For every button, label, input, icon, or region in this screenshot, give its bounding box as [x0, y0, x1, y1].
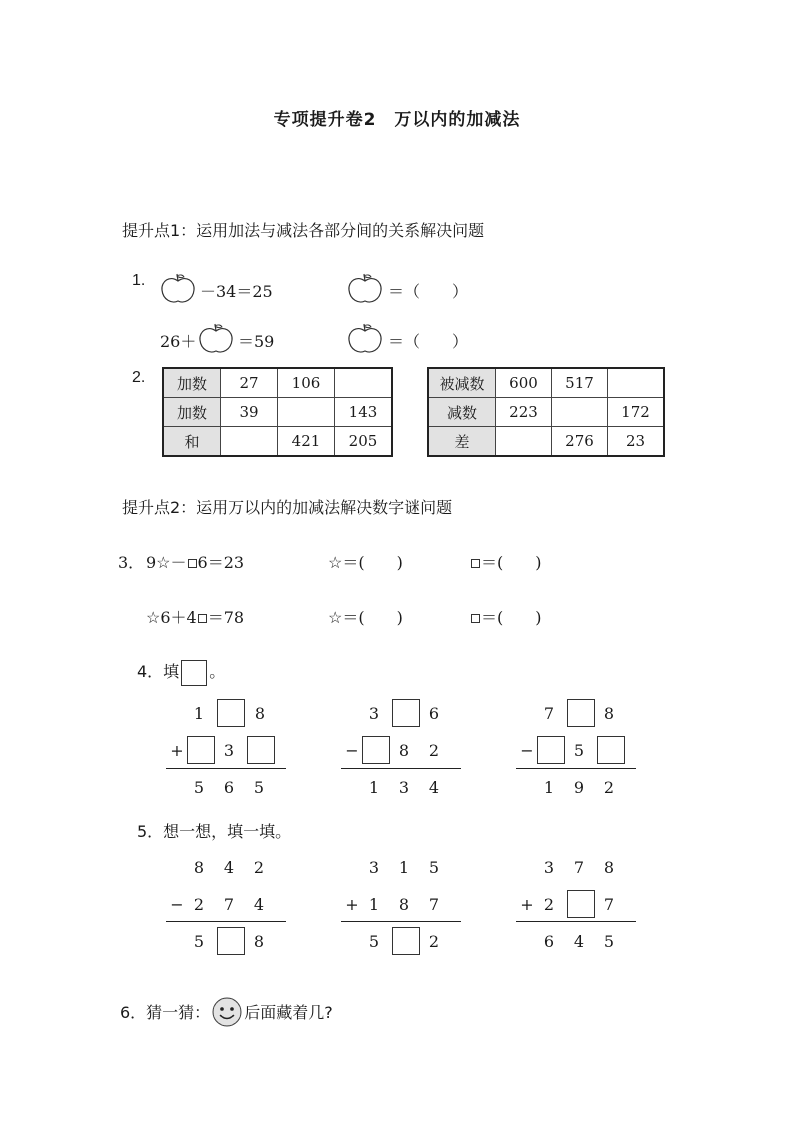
digit: 7: [428, 895, 440, 914]
operator: −: [345, 741, 359, 760]
puzzle-part: ☆6＋4: [146, 608, 197, 627]
digit: 5: [193, 932, 205, 951]
table-cell: 205: [335, 427, 393, 457]
square-placeholder-icon: [188, 559, 197, 568]
answer-text: ＝( ): [481, 608, 542, 627]
question-number-2: 2.: [132, 369, 146, 386]
smiley-face-icon: [211, 996, 243, 1028]
operator: +: [520, 895, 534, 914]
table-cell: 600: [496, 368, 552, 398]
table-cell: 和: [163, 427, 221, 457]
square-placeholder-icon: [471, 559, 480, 568]
operator: −: [520, 741, 534, 760]
digit: 1: [368, 778, 380, 797]
puzzle-part: 9☆－: [146, 553, 187, 572]
star-answer-2: ☆＝( ): [328, 608, 403, 627]
digit-puzzle-1: [146, 550, 244, 573]
sum-line: [516, 921, 636, 922]
question-6-suffix: 后面藏着几?: [244, 1003, 333, 1022]
page-title: 专项提升卷2 万以内的加减法: [273, 110, 521, 130]
digit: 1: [368, 895, 380, 914]
digit: 3: [398, 778, 410, 797]
section-heading-1: 提升点1：运用加法与减法各部分间的关系解决问题: [122, 221, 485, 240]
puzzle-part: 6＝23: [197, 553, 245, 572]
digit: 2: [428, 932, 440, 951]
answer-text: ＝( ): [481, 553, 542, 572]
table-cell: 39: [221, 398, 278, 427]
digit: 7: [223, 895, 235, 914]
operator: −: [170, 895, 184, 914]
digit-puzzle-2: [146, 605, 244, 628]
apple-icon: [198, 323, 234, 355]
table-row: [428, 398, 664, 427]
digit: 2: [253, 858, 265, 877]
table-cell: 172: [608, 398, 665, 427]
question-6-prefix: 6．猜一猜：: [120, 1003, 211, 1022]
digit: 7: [543, 704, 555, 723]
digit: 8: [398, 895, 410, 914]
square-answer-1: [470, 550, 542, 573]
table-cell: 加数: [163, 368, 221, 398]
question-5-label: 5．想一想，填一填。: [137, 822, 292, 841]
digit: 2: [543, 895, 555, 914]
digit: 5: [193, 778, 205, 797]
equation-1-rest: －34＝25: [200, 282, 273, 301]
digit: 1: [543, 778, 555, 797]
blank-box[interactable]: [392, 927, 420, 955]
blank-box[interactable]: [392, 699, 420, 727]
section-heading-2: 提升点2：运用万以内的加减法解决数字谜问题: [122, 498, 453, 517]
apple-icon: [347, 323, 383, 355]
digit: 9: [573, 778, 585, 797]
subtraction-table: [427, 367, 665, 457]
table-cell: [608, 368, 665, 398]
sum-line: [166, 768, 286, 769]
digit: 5: [603, 932, 615, 951]
digit: 7: [603, 895, 615, 914]
digit: 5: [428, 858, 440, 877]
digit: 8: [193, 858, 205, 877]
question-number-3: 3．: [118, 553, 145, 572]
difference-line: [341, 768, 461, 769]
square-answer-2: [470, 605, 542, 628]
table-cell: 被减数: [428, 368, 496, 398]
digit: 4: [223, 858, 235, 877]
digit: 8: [603, 704, 615, 723]
label-end: 。: [209, 662, 226, 681]
table-cell: 223: [496, 398, 552, 427]
apple-icon: [347, 273, 383, 305]
table-row: [163, 398, 392, 427]
digit: 4: [253, 895, 265, 914]
digit: 4: [573, 932, 585, 951]
digit: 2: [603, 778, 615, 797]
operator: +: [170, 741, 184, 760]
puzzle-part: ＝78: [207, 608, 245, 627]
table-cell: 421: [278, 427, 335, 457]
equation-2-suffix: ＝59: [238, 332, 275, 351]
blank-box[interactable]: [217, 927, 245, 955]
difference-line: [166, 921, 286, 922]
table-cell: [221, 427, 278, 457]
difference-line: [516, 768, 636, 769]
digit: 6: [543, 932, 555, 951]
digit: 3: [543, 858, 555, 877]
equation-2-prefix: 26＋: [160, 332, 197, 351]
table-cell: 差: [428, 427, 496, 457]
table-row: [163, 427, 392, 457]
table-cell: 27: [221, 368, 278, 398]
table-cell: 276: [552, 427, 608, 457]
digit: 2: [428, 741, 440, 760]
digit: 3: [223, 741, 235, 760]
digit: 5: [368, 932, 380, 951]
table-cell: 减数: [428, 398, 496, 427]
table-cell: 517: [552, 368, 608, 398]
table-cell: [496, 427, 552, 457]
digit: 7: [573, 858, 585, 877]
square-placeholder-icon: [198, 614, 207, 623]
blank-box[interactable]: [362, 736, 390, 764]
digit: 5: [573, 741, 585, 760]
table-row: [428, 427, 664, 457]
blank-box[interactable]: [247, 736, 275, 764]
digit: 8: [398, 741, 410, 760]
blank-box[interactable]: [217, 699, 245, 727]
sum-line: [341, 921, 461, 922]
digit: 1: [193, 704, 205, 723]
digit: 2: [193, 895, 205, 914]
square-placeholder-icon: [471, 614, 480, 623]
blank-box[interactable]: [567, 699, 595, 727]
blank-box[interactable]: [537, 736, 565, 764]
digit: 3: [368, 858, 380, 877]
table-cell: [552, 398, 608, 427]
apple-answer-1: ＝（ ）: [388, 282, 469, 301]
question-4-label: [137, 659, 225, 686]
table-cell: [278, 398, 335, 427]
digit: 1: [398, 858, 410, 877]
apple-answer-2: ＝（ ）: [388, 332, 469, 351]
table-cell: 106: [278, 368, 335, 398]
table-cell: [335, 368, 393, 398]
question-number-1: 1.: [132, 272, 146, 289]
table-cell: 加数: [163, 398, 221, 427]
table-cell: 143: [335, 398, 393, 427]
question-6: [120, 996, 333, 1028]
answer-box-icon: [181, 660, 207, 686]
blank-box[interactable]: [597, 736, 625, 764]
star-answer-1: ☆＝( ): [328, 553, 403, 572]
blank-box[interactable]: [187, 736, 215, 764]
table-cell: 23: [608, 427, 665, 457]
digit: 6: [428, 704, 440, 723]
digit: 5: [253, 778, 265, 797]
addition-table: [162, 367, 393, 457]
label-text: 4．填: [137, 662, 180, 681]
apple-icon: [160, 273, 196, 305]
digit: 8: [254, 704, 266, 723]
digit: 8: [603, 858, 615, 877]
table-row: [163, 368, 392, 398]
digit: 6: [223, 778, 235, 797]
operator: +: [345, 895, 359, 914]
digit: 3: [368, 704, 380, 723]
table-row: [428, 368, 664, 398]
blank-box[interactable]: [567, 890, 595, 918]
digit: 4: [428, 778, 440, 797]
digit: 8: [253, 932, 265, 951]
